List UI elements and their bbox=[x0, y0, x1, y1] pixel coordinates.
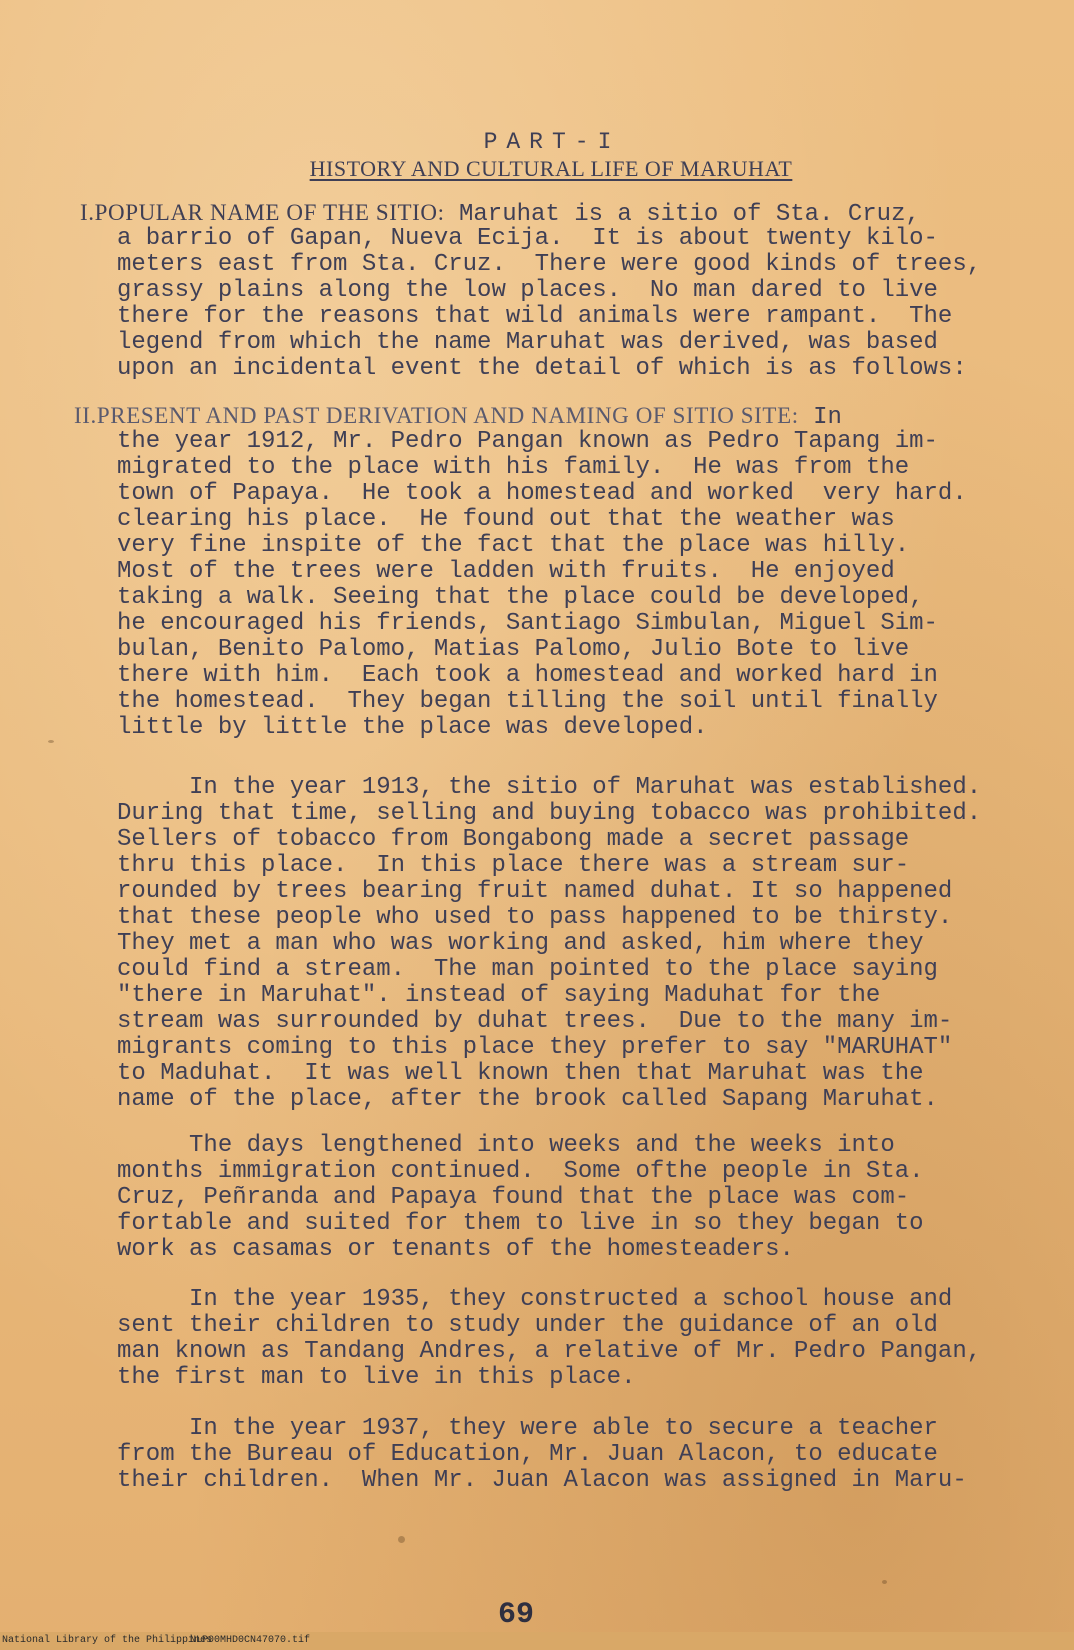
section-2-line: Most of the trees were ladden with fruits. He enjoyed bbox=[117, 558, 895, 585]
paragraph-line: fortable and suited for them to live in so they began to bbox=[117, 1210, 924, 1237]
paragraph-line: rounded by trees bearing fruit named duhat. It so happened bbox=[117, 878, 953, 905]
section-2-first-line bbox=[74, 403, 842, 431]
paragraph-line: "there in Maruhat". instead of saying Maduhat for the bbox=[117, 982, 881, 1009]
part-label: PART-I bbox=[483, 129, 621, 155]
footer-file-id: NLP00MHD0CN47070.tif bbox=[190, 1635, 311, 1646]
paragraph-line: Cruz, Peñranda and Papaya found that the place was com- bbox=[117, 1184, 910, 1211]
paragraph-line: During that time, selling and buying tobacco was prohibited. bbox=[117, 800, 982, 827]
paragraph-line: The days lengthened into weeks and the weeks into bbox=[117, 1132, 895, 1159]
paragraph-line: They met a man who was working and asked, him where they bbox=[117, 930, 924, 957]
section-2-line: very fine inspite of the fact that the place was hilly. bbox=[117, 532, 910, 559]
section-1-first-line bbox=[80, 200, 920, 228]
paragraph-line: work as casamas or tenants of the homesteaders. bbox=[117, 1236, 794, 1263]
paragraph-line: the first man to live in this place. bbox=[117, 1364, 636, 1391]
section-2-line: In bbox=[798, 404, 842, 431]
paper-speck bbox=[48, 740, 54, 743]
paragraph-line: name of the place, after the brook called Sapang Maruhat. bbox=[117, 1086, 938, 1113]
section-2-line: the year 1912, Mr. Pedro Pangan known as Pedro Tapang im- bbox=[117, 428, 938, 455]
section-2-line: town of Papaya. He took a homestead and worked very hard. bbox=[117, 480, 967, 507]
section-2-line: little by little the place was developed. bbox=[117, 714, 708, 741]
paper-speck bbox=[882, 1580, 887, 1584]
section-2-line: there with him. Each took a homestead and worked hard in bbox=[117, 662, 938, 689]
section-2-label: II.PRESENT AND PAST DERIVATION AND NAMING OF SITIO SITE: bbox=[74, 403, 799, 428]
section-1-line: meters east from Sta. Cruz. There were good kinds of trees, bbox=[117, 251, 982, 278]
paragraph-line: migrants coming to this place they prefer to say "MARUHAT" bbox=[117, 1034, 953, 1061]
paragraph-line: could find a stream. The man pointed to the place saying bbox=[117, 956, 938, 983]
heading bbox=[0, 128, 1074, 182]
paragraph-line: their children. When Mr. Juan Alacon was assigned in Maru- bbox=[117, 1467, 967, 1494]
page-number: 69 bbox=[498, 1598, 535, 1632]
section-2-line: clearing his place. He found out that the weather was bbox=[117, 506, 895, 533]
section-2-line: bulan, Benito Palomo, Matias Palomo, Julio Bote to live bbox=[117, 636, 910, 663]
section-1-line: Maruhat is a sitio of Sta. Cruz, bbox=[444, 201, 920, 228]
section-1-label: I.POPULAR NAME OF THE SITIO: bbox=[80, 200, 445, 225]
paragraph-line: from the Bureau of Education, Mr. Juan Alacon, to educate bbox=[117, 1441, 938, 1468]
paragraph-line: stream was surrounded by duhat trees. Due to the many im- bbox=[117, 1008, 953, 1035]
paragraph-line: In the year 1937, they were able to secure a teacher bbox=[117, 1415, 938, 1442]
paragraph-line: months immigration continued. Some ofthe people in Sta. bbox=[117, 1158, 924, 1185]
paragraph-line: sent their children to study under the guidance of an old bbox=[117, 1312, 938, 1339]
paragraph-line: Sellers of tobacco from Bongabong made a secret passage bbox=[117, 826, 910, 853]
page-title: HISTORY AND CULTURAL LIFE OF MARUHAT bbox=[309, 156, 793, 181]
section-2-line: migrated to the place with his family. He was from the bbox=[117, 454, 910, 481]
section-1-line: grassy plains along the low places. No man dared to live bbox=[117, 277, 938, 304]
section-1-line: legend from which the name Maruhat was derived, was based bbox=[117, 329, 938, 356]
paragraph-line: In the year 1913, the sitio of Maruhat was established. bbox=[117, 774, 982, 801]
paragraph-line: to Maduhat. It was well known then that Maruhat was the bbox=[117, 1060, 924, 1087]
section-2-line: the homestead. They began tilling the soil until finally bbox=[117, 688, 938, 715]
section-2-line: he encouraged his friends, Santiago Simbulan, Miguel Sim- bbox=[117, 610, 938, 637]
section-2-line: taking a walk. Seeing that the place could be developed, bbox=[117, 584, 924, 611]
footer-library: National Library of the Philippines bbox=[2, 1635, 213, 1646]
scan-footer bbox=[0, 1632, 1074, 1650]
paragraph-line: In the year 1935, they constructed a school house and bbox=[117, 1286, 953, 1313]
paragraph-line: thru this place. In this place there was a stream sur- bbox=[117, 852, 910, 879]
paper-speck bbox=[398, 1536, 405, 1543]
paragraph-line: man known as Tandang Andres, a relative of Mr. Pedro Pangan, bbox=[117, 1338, 982, 1365]
section-1-line: upon an incidental event the detail of which is as follows: bbox=[117, 355, 967, 382]
section-1-line: a barrio of Gapan, Nueva Ecija. It is about twenty kilo- bbox=[117, 225, 938, 252]
paragraph-line: that these people who used to pass happened to be thirsty. bbox=[117, 904, 953, 931]
section-1-line: there for the reasons that wild animals were rampant. The bbox=[117, 303, 953, 330]
